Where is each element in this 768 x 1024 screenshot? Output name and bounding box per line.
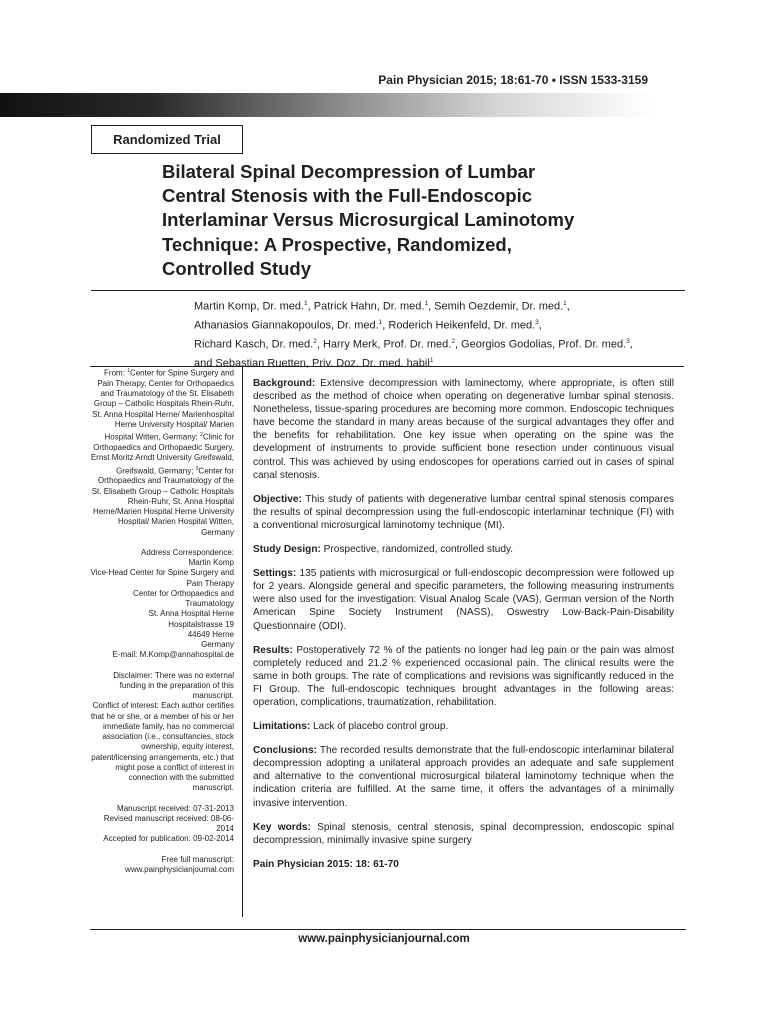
correspondence-block: Address Correspondence: Martin Komp Vice-Head Center for Spine Surgery and Pain Therapy Center for Orthopaedics and Traumatology St. Anna Hospital Herne Hospitalstrasse 19 44649 Herne Germany E-mail: M.Komp@annahospital.de [86,548,234,661]
abstract-keywords: Key words: Spinal stenosis, central stenosis, spinal decompression, endoscopic spinal decompression, minimally invasive spine surgery [253,821,674,846]
free-full-manuscript-link[interactable]: www.painphysicianjournal.com [125,864,234,874]
column-divider [242,366,243,917]
title-line: Interlaminar Versus Microsurgical Laminotomy [162,209,575,231]
conflict-of-interest: Conflict of interest: Each author certifies that he or she, or a member of his or her immediate family, has no commercial association (i.e., consultancies, stock ownership, equity interest, patent/licensing arrangements, etc.) that might pose a conflict of interest in connection with the submitted manuscript. [90,701,234,793]
journal-citation-header: Pain Physician 2015; 18:61-70 • ISSN 1533-3159 [378,73,648,87]
abstract-objective: Objective: This study of patients with degenerative lumbar central spinal stenosis compares the results of spinal decompression using the full-endoscopic interlaminar technique (FI) with a conventional microsurgical laminotomy technique (MI). [253,493,674,531]
title-line: Bilateral Spinal Decompression of Lumbar [162,161,536,182]
free-full-manuscript: Free full manuscript: www.painphysicianjournal.com [86,855,234,876]
abstract-top-rule [242,366,684,367]
abstract-background: Background: Extensive decompression with laminectomy, where appropriate, is often still described as the method of choice when operating on degenerative lumbar spinal stenosis. Nonetheless, tissue-sparing procedures are becoming more common. Endoscopic techniques have become the standard in many areas because of the surgical advantages they offer and the benefits for rehabilitation. One key issue when operating on the spine was the development of instruments to provide sufficient bone resection under continuous visual control. This was achieved by using endoscopes for operations carried out in cases of spinal canal stenosis. [253,378,675,481]
title-divider [91,290,685,291]
header-gradient-bar [0,93,768,117]
author-list [194,296,714,372]
disclaimer: Disclaimer: There was no external funding in the preparation of this manuscript. [113,670,234,701]
footer-rule [90,929,686,930]
article-type-label: Randomized Trial [91,125,243,154]
title-line: Central Stenosis with the Full-Endoscopic [162,185,533,207]
article-title [162,160,682,281]
abstract-conclusions: Conclusions: The recorded results demonstrate that the full-endoscopic interlaminar bilateral decompression adopting a unilateral approach provides an adequate and safe supplement and alternative to the conventional microsurgical bilateral laminotomy technique when the indication criteria are fulfilled. At the same time, it offers the advantages of a minimally invasive intervention. [253,745,674,809]
abstract-settings: Settings: 135 patients with microsurgical or full-endoscopic decompression were followed up for 2 years. Alongside general and specific parameters, the following measuring instruments were also used for the investigation: Visual Analog Scale (VAS), German version of the North American Spine Society Instrument (NASS), Oswestry Low-Back-Pain-Disability Questionnaire (ODI). [253,568,674,632]
sidebar-notes [86,366,234,875]
abstract-results: Results: Postoperatively 72 % of the patients no longer had leg pain or the pain was almost completely reduced and 21.2 % experienced occasional pain. The clinical results were the same in both groups. The rate of complications and revisions was significantly reduced in the FI Group. The full-endoscopic techniques brought advantages in the following areas: operation, complications, traumatization, rehabilitation. [253,644,674,708]
author-line: Athanasios Giannakopoulos, Dr. med.$^1$, Roderich Heikenfeld, Dr. med.$^3$, [194,318,542,332]
author-line: Richard Kasch, Dr. med.$^2$, Harry Merk, Prof. Dr. med.$^2$, Georgios Godolias, Prof. Dr. med.$^3$, [194,337,633,351]
title-line: Controlled Study [162,257,312,279]
abstract-limitations: Limitations: Lack of placebo control group. [253,721,449,733]
affiliations: From: $^1$Center for Spine Surgery and Pain Therapy, Center for Orthopaedics and Traumatology of the St. Elisabeth Group – Catholic Hospitals Rhein-Ruhr, St. Anna Hospital Herne/ Marienhospital Herne University Hospital/ Marien Hospital Witten, Germany; $^2$Clinic for Orthopaedics and Orthopaedic Surgery, Ernst Moritz Arndt University Greifswald, Greifswald, Germany; $^3$Center for Orthopaedics and Traumatology of the St. Elisabeth Group – Catholic Hospitals Rhein-Ruhr, St. Anna Hospital Herne/Marien Hospital Herne University Hospital/ Marien Hospital Witten, Germany [90,368,234,537]
author-line: Martin Komp, Dr. med.$^1$, Patrick Hahn, Dr. med.$^1$, Semih Oezdemir, Dr. med.$^1$, [194,300,570,313]
abstract-study-design: Study Design: Prospective, randomized, controlled study. [253,544,514,556]
correspondence-email: E-mail: M.Komp@annahospital.de [112,650,234,660]
author-line: and Sebastian Ruetten, Priv. Doz. Dr. med. habil$^1$ [194,356,434,370]
title-line: Technique: A Prospective, Randomized, [162,233,512,255]
abstract-citation: Pain Physician 2015: 18: 61-70 [253,858,399,870]
footer-url[interactable]: www.painphysicianjournal.com [298,933,470,945]
abstract [253,377,674,871]
manuscript-dates: Manuscript received: 07-31-2013 Revised manuscript received: 08-06-2014 Accepted for publication: 09-02-2014 [103,803,234,844]
